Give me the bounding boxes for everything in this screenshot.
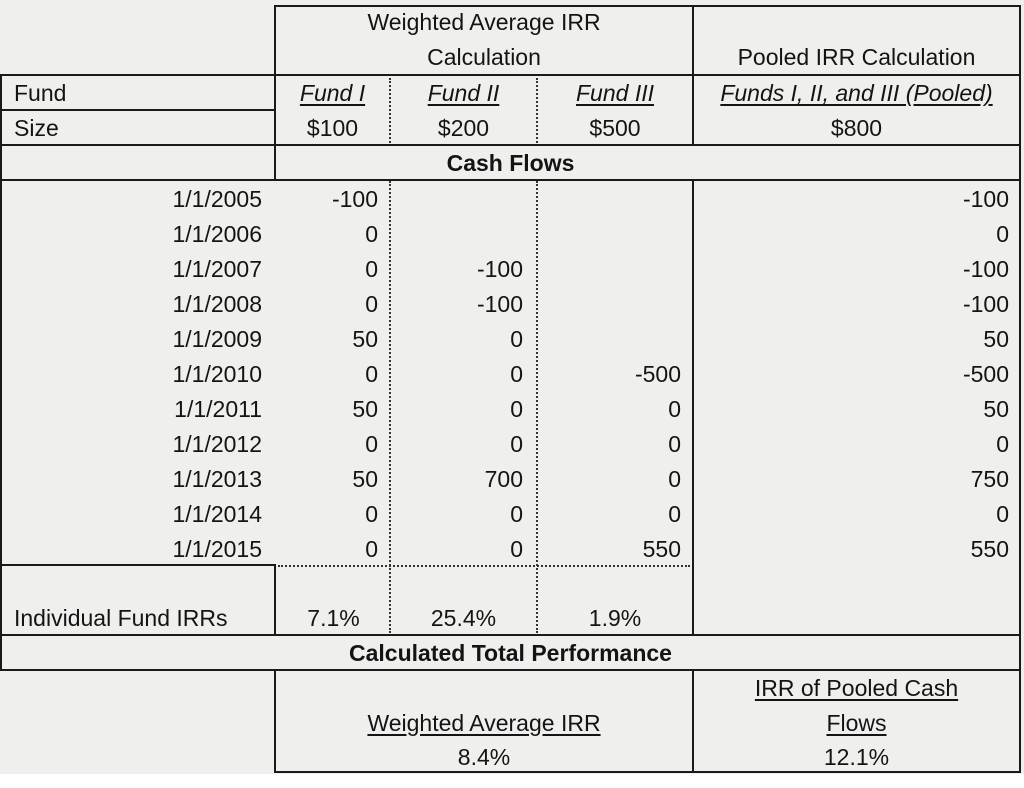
cash-flow-value: 750 — [970, 466, 1009, 492]
cash-flow-value: 0 — [510, 431, 523, 457]
cash-flow-date: 1/1/2005 — [172, 186, 262, 212]
pooled-header: Pooled IRR Calculation — [737, 44, 976, 70]
cash-flow-date: 1/1/2006 — [172, 221, 262, 247]
cash-flow-value: 50 — [352, 396, 378, 422]
fund-name: Fund II — [427, 80, 500, 106]
weighted-average-irr-value: 8.4% — [457, 744, 511, 770]
cash-flow-value: -100 — [476, 291, 523, 317]
cash-flow-value: 0 — [668, 466, 681, 492]
cash-flow-value: -100 — [476, 256, 523, 282]
cash-flow-value: 0 — [365, 256, 378, 282]
fund-irr: 7.1% — [307, 605, 360, 631]
cash-flow-value: -100 — [962, 291, 1009, 317]
cash-flow-value: -100 — [962, 186, 1009, 212]
rule — [1019, 5, 1021, 773]
cash-flow-value: 0 — [996, 431, 1009, 457]
cash-flow-value: 550 — [642, 536, 681, 562]
cash-flow-value — [391, 217, 523, 252]
cash-flow-value: 0 — [365, 361, 378, 387]
cash-flow-date: 1/1/2015 — [172, 536, 262, 562]
cash-flows-title: Cash Flows — [446, 150, 575, 176]
irr-row-label: Individual Fund IRRs — [14, 605, 228, 631]
fund-size: $200 — [437, 115, 490, 141]
cash-flow-value: 0 — [365, 291, 378, 317]
cash-flow-value: 0 — [365, 221, 378, 247]
fund-label: Fund — [14, 80, 67, 106]
cash-flow-value — [391, 182, 523, 217]
cash-flow-value — [538, 287, 681, 322]
cash-flow-value: 50 — [352, 466, 378, 492]
rule — [274, 564, 276, 636]
cash-flow-value: 0 — [510, 361, 523, 387]
cash-flow-value — [538, 252, 681, 287]
pooled-size: $800 — [830, 115, 883, 141]
cash-flow-value: 50 — [983, 326, 1009, 352]
cash-flow-value: -500 — [634, 361, 681, 387]
pooled-irr-value: 12.1% — [823, 744, 890, 770]
cash-flow-value: -500 — [962, 361, 1009, 387]
fund-name: Fund I — [299, 80, 366, 106]
cash-flow-date: 1/1/2013 — [172, 466, 262, 492]
weighted-header: Weighted Average IRR — [367, 9, 601, 35]
fund-name: Fund III — [576, 80, 654, 106]
cash-flow-value: 0 — [510, 326, 523, 352]
cash-flow-value: -100 — [331, 186, 378, 212]
cash-flow-value: 50 — [983, 396, 1009, 422]
cash-flow-value: 550 — [970, 536, 1009, 562]
cash-flow-date: 1/1/2008 — [172, 291, 262, 317]
cash-flow-date: 1/1/2011 — [174, 396, 262, 422]
cash-flow-value: 0 — [996, 221, 1009, 247]
cash-flow-value: 0 — [365, 431, 378, 457]
pooled-fund-name: Funds I, II, and III (Pooled) — [720, 80, 993, 106]
cash-flow-value — [538, 322, 681, 357]
cash-flow-date: 1/1/2009 — [172, 326, 262, 352]
cash-flow-value: 0 — [365, 536, 378, 562]
cash-flow-date: 1/1/2010 — [172, 361, 262, 387]
cash-flow-value: 0 — [996, 501, 1009, 527]
weighted-average-irr-label: Weighted Average IRR — [367, 710, 601, 736]
cash-flow-date: 1/1/2014 — [172, 501, 262, 527]
cash-flow-value: 0 — [510, 501, 523, 527]
cash-flow-value — [538, 217, 681, 252]
cash-flow-value: 0 — [365, 501, 378, 527]
size-label: Size — [14, 115, 59, 141]
cash-flow-value: 0 — [510, 396, 523, 422]
weighted-header: Calculation — [427, 44, 541, 70]
total-performance-title: Calculated Total Performance — [349, 640, 672, 666]
cash-flow-value: 0 — [668, 396, 681, 422]
cash-flow-value: 700 — [484, 466, 523, 492]
fund-irr: 1.9% — [588, 605, 642, 631]
cash-flow-date: 1/1/2007 — [172, 256, 262, 282]
cash-flow-value: 50 — [352, 326, 378, 352]
cash-flow-value: 0 — [668, 501, 681, 527]
cash-flow-value: -100 — [962, 256, 1009, 282]
fund-size: $100 — [306, 115, 359, 141]
pooled-irr-label: IRR of Pooled Cash — [754, 675, 959, 701]
cash-flow-value: 0 — [510, 536, 523, 562]
cash-flow-value — [538, 182, 681, 217]
fund-irr: 25.4% — [430, 605, 497, 631]
cash-flow-value: 0 — [668, 431, 681, 457]
cash-flow-date: 1/1/2012 — [172, 431, 262, 457]
pooled-irr-label: Flows — [826, 710, 887, 736]
fund-size: $500 — [589, 115, 641, 141]
